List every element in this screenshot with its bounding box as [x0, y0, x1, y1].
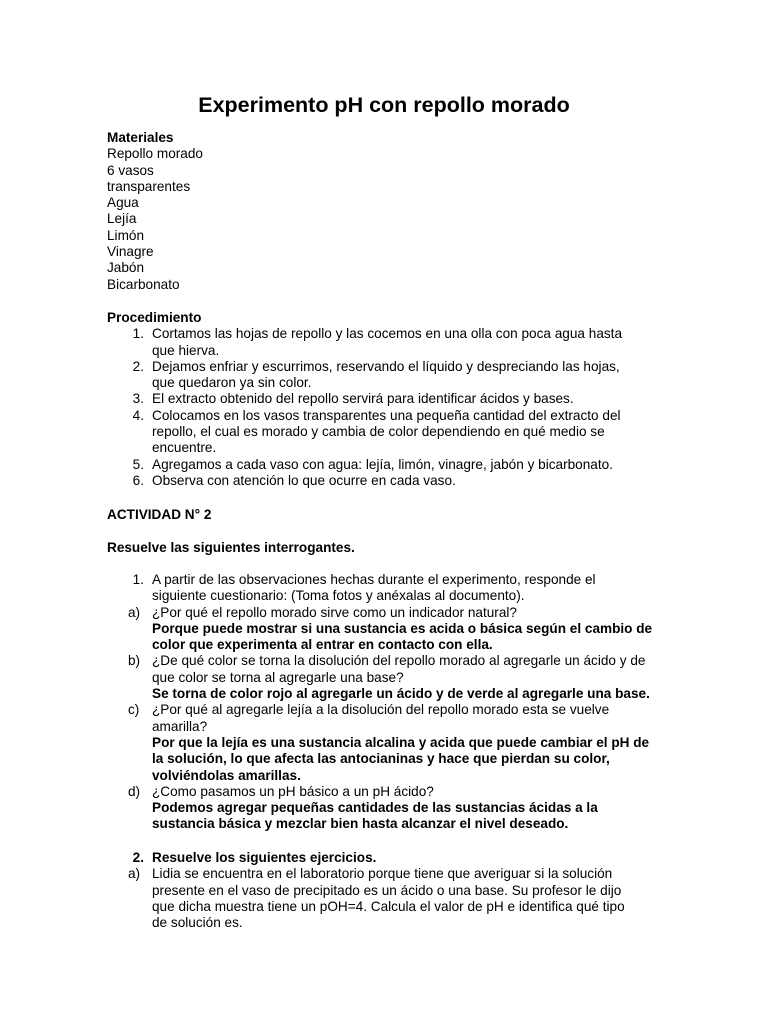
- list-item: Limón: [107, 227, 145, 243]
- step-text: repollo, el cual es morado y cambia de color dependiendo en qué medio se: [152, 424, 605, 440]
- step-text: Agregamos a cada vaso con agua: lejía, limón, vinagre, jabón y bicarbonato.: [152, 456, 613, 472]
- step-text: Cortamos las hojas de repollo y las cocemos en una olla con poca agua hasta: [152, 326, 623, 342]
- answer-text: sustancia básica y mezclar bien hasta alcanzar el nivel deseado.: [152, 816, 569, 832]
- question-item: [107, 653, 652, 702]
- list-item: transparentes: [107, 178, 191, 194]
- question-letter: c): [128, 702, 140, 718]
- exercises-heading-text: Resuelve los siguientes ejercicios.: [152, 850, 377, 865]
- procedimiento-section: [107, 310, 622, 489]
- question-text: amarilla?: [152, 718, 208, 734]
- question-text: siguiente cuestionario: (Toma fotos y anéxalas al documento).: [152, 588, 525, 604]
- exercise-letter: a): [128, 866, 141, 882]
- step-text: El extracto obtenido del repollo servirá para identificar ácidos y bases.: [152, 391, 574, 407]
- actividad-heading: ACTIVIDAD N° 2: [107, 507, 212, 522]
- step-text: Observa con atención lo que ocurre en cada vaso.: [152, 472, 456, 488]
- exercises-section: [107, 850, 625, 931]
- list-item: Lejía: [107, 211, 137, 227]
- procedure-step: [107, 473, 622, 489]
- answer-text: la solución, lo que afecta las antocianinas y hace que pierdan su color,: [152, 751, 610, 767]
- procedimiento-heading: Procedimiento: [107, 310, 202, 325]
- question-text: que color se torna al agregarle una base?: [152, 669, 404, 685]
- step-number: 4.: [132, 407, 144, 423]
- exercise-text: Lidia se encuentra en el laboratorio porque tiene que averiguar si la solución: [152, 866, 613, 882]
- list-item: 6 vasos: [107, 162, 154, 178]
- step-number: 2.: [132, 358, 144, 374]
- question-text: ¿Como pasamos un pH básico a un pH ácido?: [152, 783, 434, 799]
- question-letter: a): [128, 604, 141, 620]
- question-number: 1.: [132, 572, 144, 587]
- answer-text: color que experimenta al entrar en contacto con ella.: [152, 637, 493, 653]
- step-text: que quedaron ya sin color.: [152, 375, 312, 391]
- answer-text: volviéndolas amarillas.: [152, 767, 301, 783]
- procedure-step: [107, 326, 622, 359]
- exercises-heading: [107, 850, 625, 866]
- step-text: Dejamos enfriar y escurrimos, reservando el líquido y despreciando las hojas,: [152, 358, 620, 374]
- list-item: Agua: [107, 195, 139, 211]
- answer-text: Porque puede mostrar si una sustancia es acida o básica según el cambio de: [152, 620, 653, 636]
- materiales-heading: Materiales: [107, 130, 174, 145]
- question-number: 2.: [132, 850, 144, 865]
- answer-text: Por que la lejía es una sustancia alcalina y acida que puede cambiar el pH de: [152, 734, 650, 750]
- exercise-text: que dicha muestra tiene un pOH=4. Calcula el valor de pH e identifica qué tipo: [152, 898, 625, 914]
- question-text: ¿Por qué el repollo morado sirve como un indicador natural?: [152, 604, 517, 620]
- procedure-step: [107, 391, 622, 407]
- procedure-step: [107, 359, 622, 392]
- materiales-section: [107, 130, 203, 293]
- question-letter: d): [128, 783, 141, 799]
- step-number: 6.: [132, 472, 144, 488]
- step-number: 1.: [132, 326, 144, 342]
- procedure-step: [107, 457, 622, 473]
- answer-text: Podemos agregar pequeñas cantidades de las sustancias ácidas a la: [152, 800, 598, 816]
- question-intro: [107, 572, 652, 605]
- question-item: [107, 784, 652, 833]
- answer-text: Se torna de color rojo al agregarle un ácido y de verde al agregarle una base.: [152, 686, 650, 702]
- procedure-step: [107, 408, 622, 457]
- question-text: ¿De qué color se torna la disolución del repollo morado al agregarle un ácido y de: [152, 653, 646, 669]
- question-text: ¿Por qué al agregarle lejía a la disolución del repollo morado esta se vuelve: [152, 702, 610, 718]
- step-text: encuentre.: [152, 440, 217, 456]
- question-text: A partir de las observaciones hechas durante el experimento, responde el: [152, 572, 596, 587]
- question-item: [107, 605, 652, 654]
- exercise-text: de solución es.: [152, 915, 243, 931]
- list-item: Jabón: [107, 260, 145, 276]
- step-number: 5.: [132, 456, 144, 472]
- step-text: Colocamos en los vasos transparentes una pequeña cantidad del extracto del: [152, 407, 621, 423]
- questions-section: [107, 572, 652, 833]
- step-number: 3.: [132, 391, 144, 407]
- list-item: Bicarbonato: [107, 276, 180, 292]
- list-item: Repollo morado: [107, 146, 203, 162]
- exercise-text: presente en el vaso de precipitado es un ácido o una base. Su profesor le dijo: [152, 882, 622, 898]
- question-item: [107, 702, 652, 783]
- document-title: Experimento pH con repollo morado: [198, 93, 570, 117]
- list-item: Vinagre: [107, 244, 154, 260]
- actividad-subheading: Resuelve las siguientes interrogantes.: [107, 540, 355, 555]
- step-text: que hierva.: [152, 342, 220, 358]
- exercise-item: [107, 866, 625, 931]
- question-letter: b): [128, 653, 141, 669]
- materiales-list: [107, 146, 203, 293]
